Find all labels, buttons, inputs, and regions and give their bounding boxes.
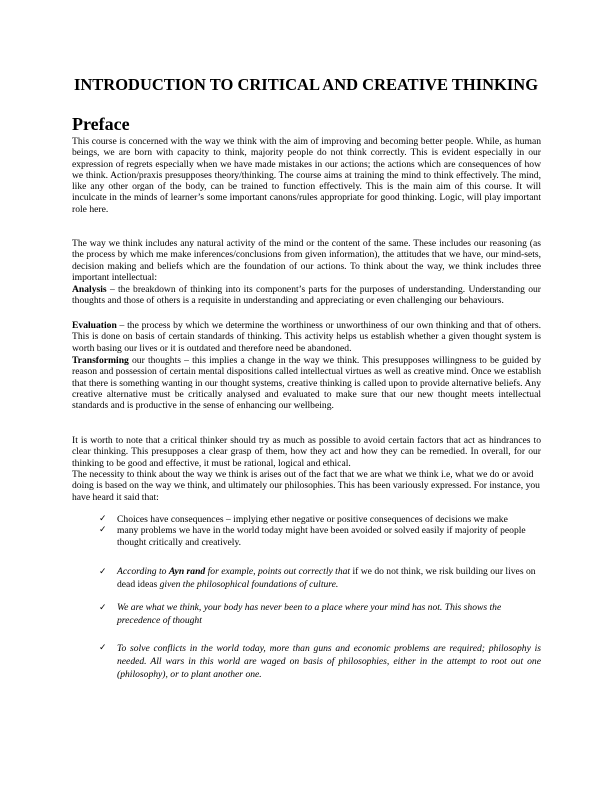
paragraph-hindrances: It is worth to note that a critical thinker should try as much as possible to avoid certain factors that act as hindrances to clear thinking. This presupposes a clear grasp of them, how they act and how they can be remedied. In overall, for our thinking to be good and effective, it must be rational, logical and ethical. — [72, 435, 541, 469]
bullet-text: We are what we think, your body has never been to a place where your mind has not. This shows the precedence of thought — [117, 602, 502, 626]
checkmark-icon: ✓ — [99, 514, 107, 524]
analysis-term: Analysis — [72, 284, 107, 295]
bullet-text: many problems we have in the world today might have been avoided or solved easily if majority of people thought critically and creatively. — [117, 525, 526, 548]
list-item — [72, 514, 541, 525]
checkmark-icon: ✓ — [99, 603, 107, 613]
paragraph-transforming — [72, 355, 541, 411]
paragraph-analysis — [72, 284, 541, 307]
paragraph-necessity: The necessity to think about the way we think is arises out of the fact that we are what we think i.e, what we do or avoid doing is based on the way we think, and ultimately our philosophies. This has been variously expressed. For instance, you have heard it said that: — [72, 469, 540, 503]
bullet-text: given the philosophical foundations of culture. — [159, 578, 339, 590]
bullet-list-italic — [72, 602, 541, 627]
bullet-text: if we do not think, we risk building our lives on dead ideas — [117, 566, 536, 590]
bullet-text: for example, points out correctly that — [205, 566, 351, 577]
checkmark-icon: ✓ — [99, 567, 107, 577]
bullet-list-plain — [72, 514, 541, 548]
checkmark-icon: ✓ — [99, 525, 107, 536]
checkmark-icon: ✓ — [99, 643, 107, 653]
paragraph-intro: This course is concerned with the way we think with the aim of improving and becoming better people. While, as human beings, we are born with capacity to think, majority people do not think correctly. This is evident especially in our expression of regrets especially when we have made mistakes in our actions; the actions which are consequences of how we think. Action/praxis presupposes theory/thinking. The course aims at training the mind to think effectively. The mind, like any other organ of the body, can be trained to function effectively. This is the main aim of this course. It will inculcate in the minds of learner’s some important canons/rules appropriate for good thinking. Logic, will play important role here. — [72, 136, 541, 215]
bullet-text: To solve conflicts in the world today, more than guns and economic problems are required; philosophy is needed. All wars in this world are waged on basis of philosophies, either in the attempt to root out one (philosophy), or to plant another one. — [117, 643, 541, 680]
paragraph-evaluation — [72, 320, 541, 354]
transforming-text: our thoughts – this implies a change in the way we think. This presupposes willingness to be guided by reason and possession of certain mental dispositions called intellectual virtues as well as creative mind. Once we establish that there is something wanting in our thought systems, creative thinking is called upon to provide alternative beliefs. Any creative alternative must be critically analysed and evaluated to make sure that our new thought meets intellectual standards and is productive in the sense of enhancing our wellbeing. — [72, 355, 541, 412]
list-item — [72, 566, 541, 591]
list-item — [72, 525, 541, 548]
bullet-list-italic — [72, 566, 541, 591]
list-item — [72, 642, 541, 681]
bullet-list-italic — [72, 642, 541, 681]
list-item — [72, 602, 541, 627]
bullet-text: According to — [117, 566, 169, 577]
section-heading: Preface — [72, 114, 130, 134]
transforming-term: Transforming — [72, 355, 129, 366]
evaluation-term: Evaluation — [72, 320, 117, 331]
paragraph-way-we-think: The way we think includes any natural activity of the mind or the content of the same. These includes our reasoning (as the process by which me make inferences/conclusions from given information), the attitudes that we have, our mind-sets, decision making and beliefs which are the foundation of our actions. To think about the way, we think includes three important intellectual: — [72, 238, 541, 283]
bullet-text: Choices have consequences – implying ether negative or positive consequences of decisions we make — [117, 514, 508, 525]
analysis-text: – the breakdown of thinking into its component’s parts for the purposes of understanding. Understanding our thoughts and those of others is a requisite in understanding and appreciating or even challenging our behaviours. — [72, 284, 541, 307]
evaluation-text: – the process by which we determine the worthiness or unworthiness of our own thinking and that of others. This is done on basis of certain standards of thinking. This activity helps us establish whether a given thought system is worth basing our lives or it is outdated and therefore need be abandoned. — [72, 320, 541, 354]
bullet-author: Ayn rand — [168, 566, 206, 577]
document-title: INTRODUCTION TO CRITICAL AND CREATIVE THINKING — [73, 75, 539, 94]
